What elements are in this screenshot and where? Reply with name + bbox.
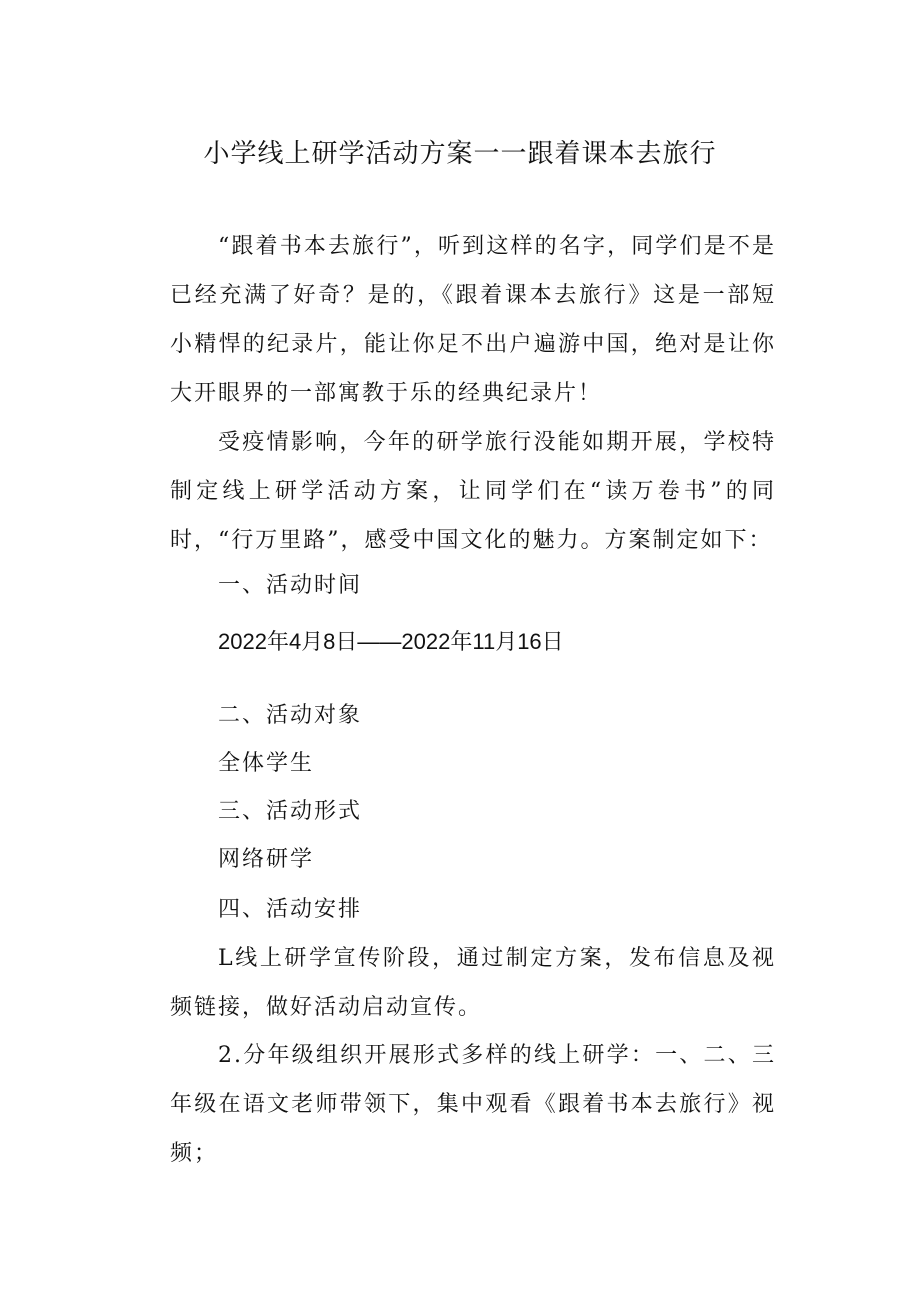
section-heading-format: 三、活动形式 (218, 799, 363, 824)
intro-paragraph-2: 受疫情影响，今年的研学旅行没能如期开展，学校特制定线上研学活动方案，让同学们在“读万卷书”的同时，“行万里路”，感受中国文化的魅力。方案制定如下： (170, 430, 776, 553)
arrangement-item-1: L线上研学宣传阶段，通过制定方案，发布信息及视频链接，做好活动启动宣传。 (170, 946, 776, 1020)
activity-date-range: 2022年4月8日——2022年11月16日 (218, 629, 564, 654)
section-heading-time: 一、活动时间 (218, 573, 363, 598)
section-heading-target: 二、活动对象 (218, 703, 363, 728)
activity-format: 网络研学 (218, 847, 315, 872)
intro-paragraph-1: “跟着书本去旅行”，听到这样的名字，同学们是不是已经充满了好奇？是的，《跟着课本去旅行》这是一部短小精悍的纪录片，能让你足不出户遍游中国，绝对是让你大开眼界的一部寓教于乐的经典纪录片！ (170, 234, 776, 406)
activity-target: 全体学生 (218, 751, 315, 776)
document-title: 小学线上研学活动方案一一跟着课本去旅行 (203, 139, 717, 169)
arrangement-item-2: 2.分年级组织开展形式多样的线上研学：一、二、三年级在语文老师带领下，集中观看《跟着书本去旅行》视频； (170, 1043, 776, 1166)
section-heading-arrangement: 四、活动安排 (218, 897, 363, 922)
